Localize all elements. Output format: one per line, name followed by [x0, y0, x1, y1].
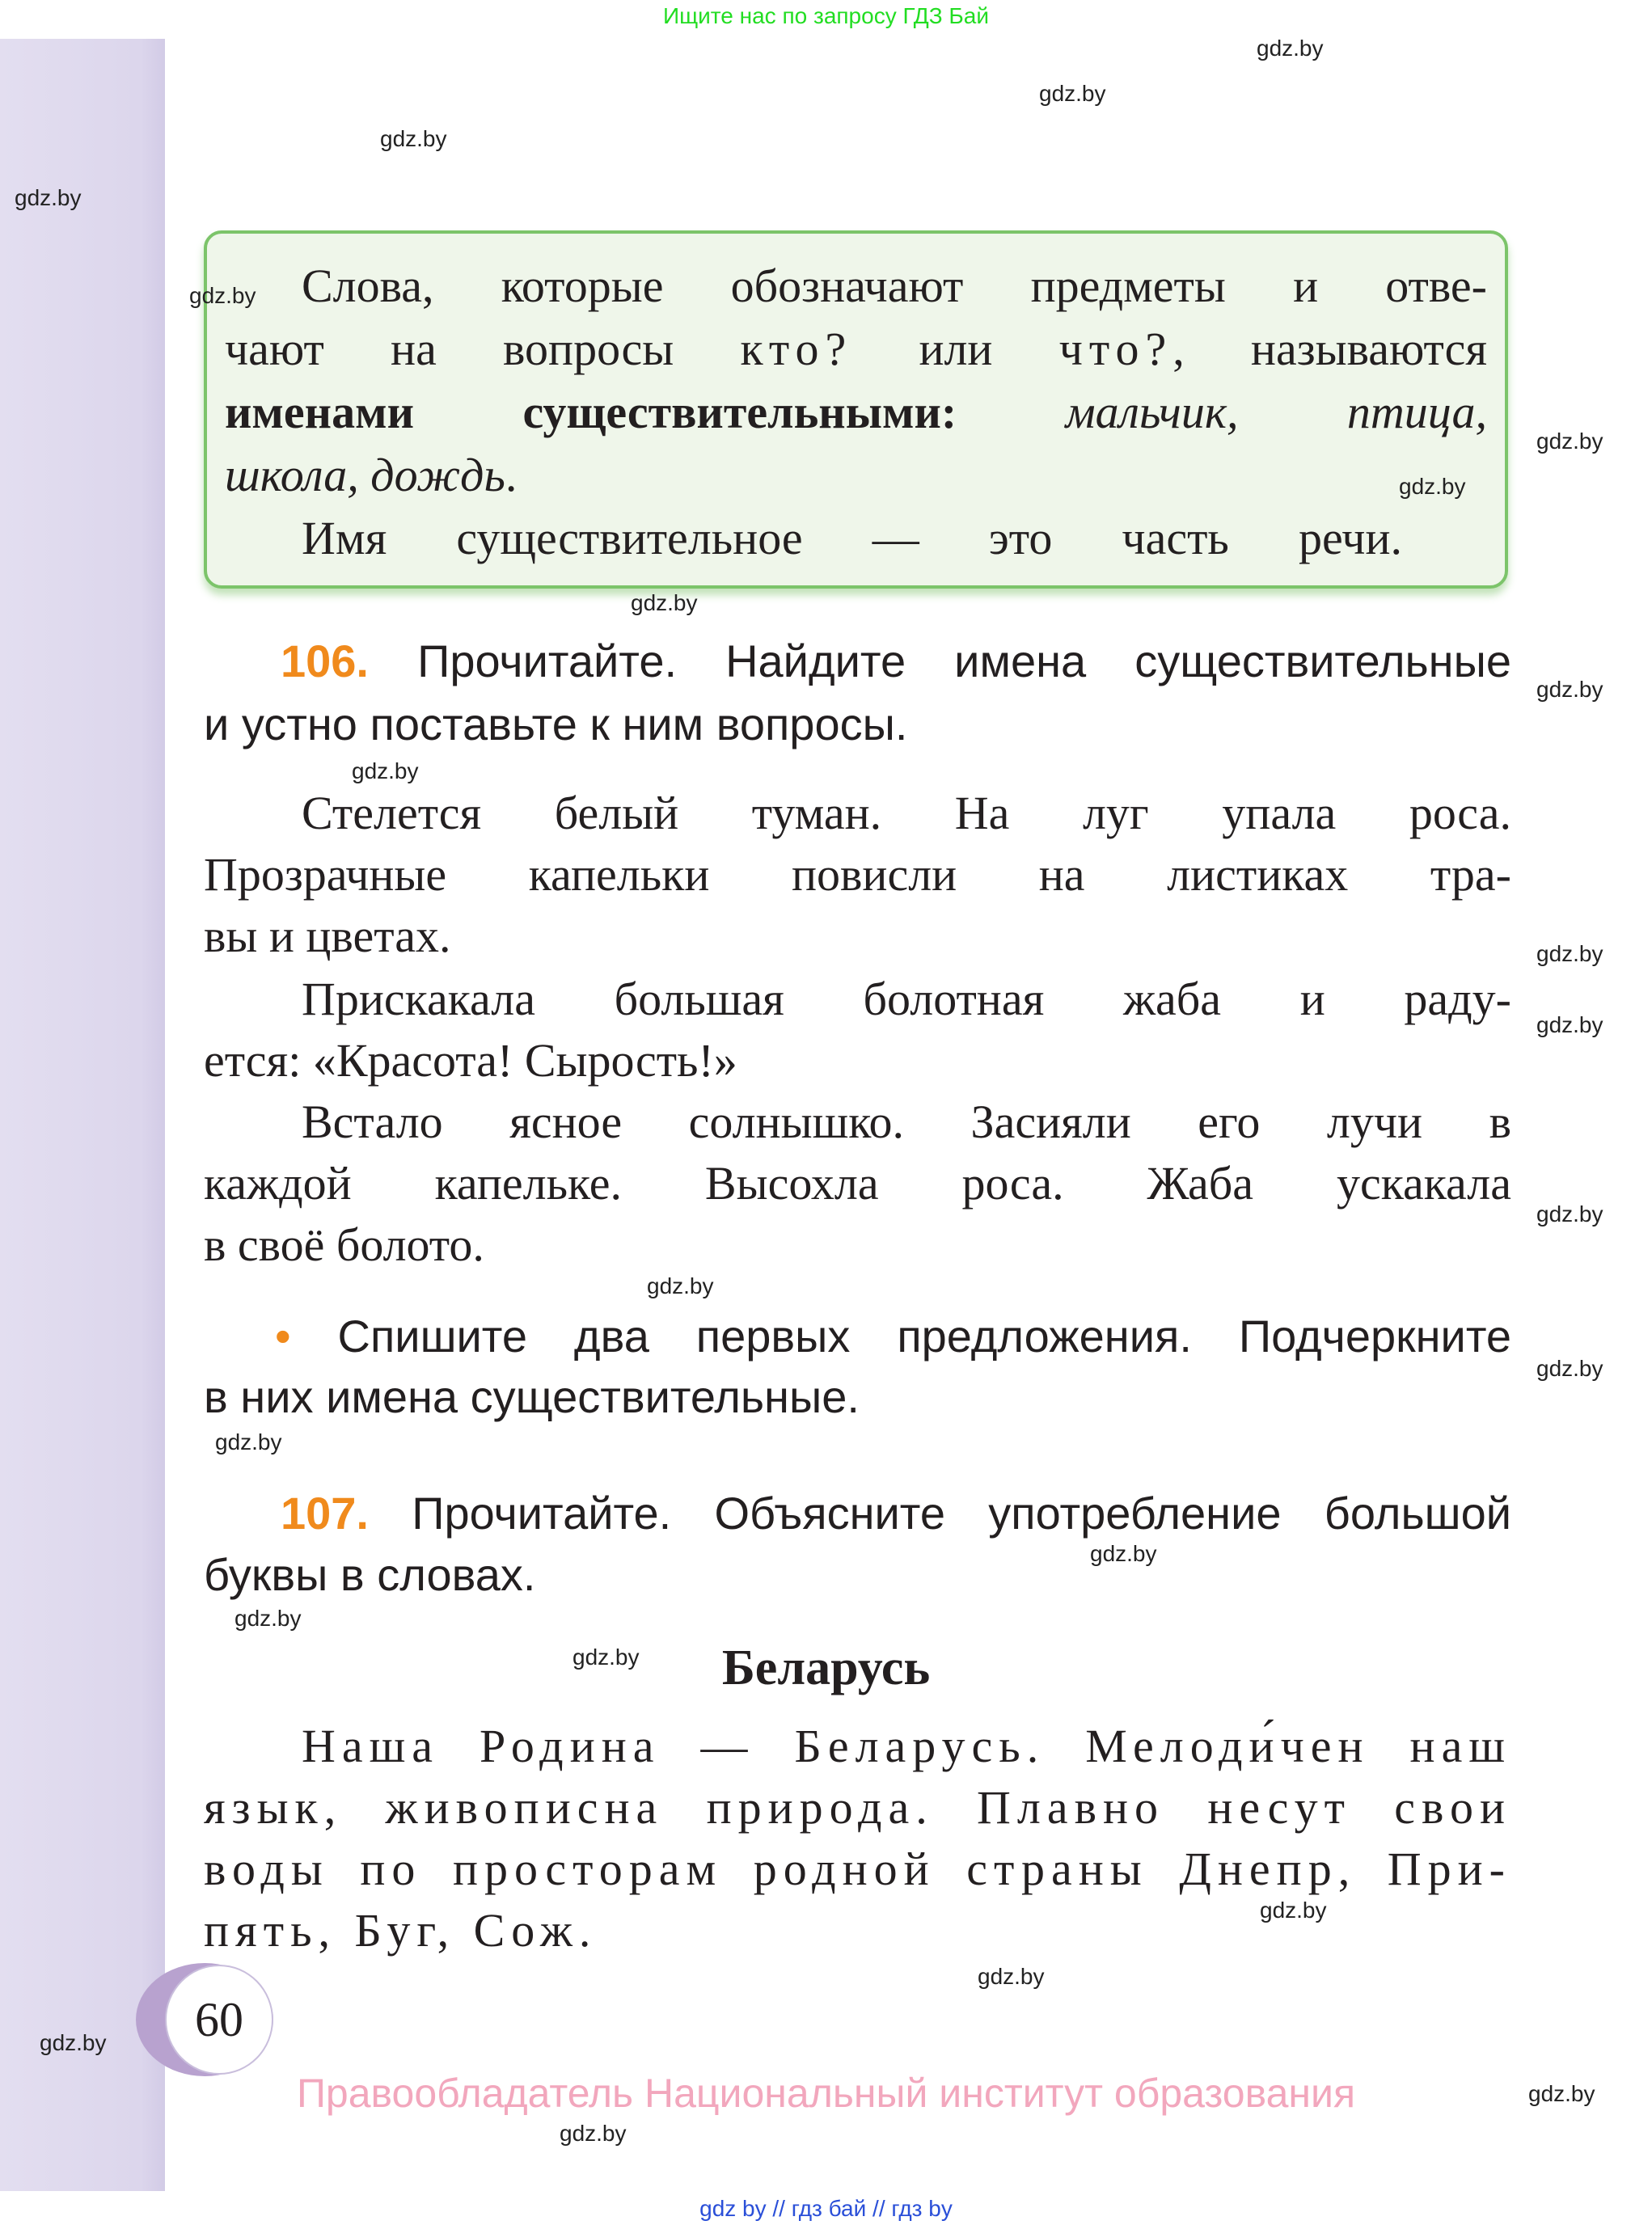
watermark: gdz.by	[15, 185, 82, 210]
text-line: в своё болото.	[204, 1218, 484, 1271]
watermark: gdz.by	[380, 126, 447, 151]
copyright-notice: Правообладатель Национальный институт образования	[296, 2071, 1356, 2116]
exercise-106-task	[281, 636, 1511, 686]
text-line: Прискакала большая болотная жаба и раду-	[302, 973, 1511, 1025]
watermark: gdz.by	[1257, 36, 1324, 61]
bullet-icon: •	[275, 1311, 291, 1362]
watermark: gdz.by	[1090, 1541, 1157, 1566]
text-line: пять, Буг, Сож.	[204, 1904, 598, 1957]
rule-term: именами существительными:	[225, 386, 957, 438]
watermark: gdz.by	[1039, 81, 1106, 106]
text-line: ется: «Красота! Сырость!»	[204, 1034, 737, 1087]
text-line: Прозрачные капельки повисли на листиках тра-	[204, 848, 1511, 901]
text-line: каждой капельке. Высохла роса. Жаба ускакала	[204, 1157, 1511, 1210]
text-line: язык, живописна природа. Плавно несут свои	[204, 1781, 1511, 1834]
rule-text: .	[505, 449, 518, 501]
watermark: gdz.by	[560, 2121, 627, 2146]
watermark: gdz.by	[352, 758, 419, 783]
text-title: Беларусь	[721, 1640, 931, 1695]
exercise-number: 107.	[281, 1488, 369, 1539]
exercise-107-task	[281, 1488, 1511, 1539]
watermark: gdz.by	[1536, 429, 1603, 454]
rule-line: Имя существительное — это часть речи.	[302, 512, 1402, 564]
watermark: gdz.by	[1536, 1356, 1603, 1381]
task-text: Прочитайте. Найдите имена существительные	[369, 635, 1511, 686]
watermark: gdz.by	[647, 1273, 714, 1298]
question-who: кто?	[740, 323, 853, 375]
exercise-106-subtask	[275, 1311, 1511, 1362]
rule-text: чают на вопросы	[225, 323, 741, 375]
watermark: gdz.by	[40, 2030, 107, 2055]
decorative-sidebar	[0, 39, 165, 2191]
rule-line	[225, 450, 517, 500]
watermark: gdz.by	[978, 1964, 1045, 1989]
watermark: gdz.by	[1536, 1201, 1603, 1226]
watermark: gdz.by	[1399, 474, 1466, 499]
rule-line: Слова, которые обозначают предметы и отве-	[302, 260, 1487, 312]
watermark: gdz.by	[1536, 1012, 1603, 1037]
text-line: Наша Родина — Беларусь. Мелоди́чен наш	[302, 1720, 1511, 1772]
watermark: gdz.by	[1536, 941, 1603, 966]
text-line: воды по просторам родной страны Днепр, При-	[204, 1843, 1511, 1895]
text-line: вы и цветах.	[204, 910, 451, 962]
text-line: Стелется белый туман. На луг упала роса.	[302, 787, 1511, 839]
task-text: буквы в словах.	[204, 1549, 536, 1600]
watermark: gdz.by	[1260, 1898, 1327, 1923]
exercise-number: 106.	[281, 635, 369, 686]
rule-examples: школа, дождь	[225, 449, 505, 501]
watermark: gdz.by	[631, 590, 698, 615]
rule-line	[225, 324, 1487, 374]
rule-text: , называются	[1172, 323, 1487, 375]
page-number-badge	[136, 1963, 302, 2076]
task-text: в них имена существительные.	[204, 1371, 860, 1422]
question-what: что?	[1058, 323, 1173, 375]
watermark: gdz.by	[1536, 677, 1603, 702]
watermark: gdz.by	[572, 1644, 640, 1670]
rule-examples: мальчик, птица,	[957, 386, 1487, 438]
rule-line	[225, 387, 1487, 437]
task-text: и устно поставьте к ним вопросы.	[204, 699, 908, 749]
bottom-links[interactable]: gdz by // гдз бай // гдз by	[699, 2196, 953, 2221]
watermark: gdz.by	[1528, 2081, 1595, 2106]
watermark: gdz.by	[215, 1429, 282, 1454]
text-line: Встало ясное солнышко. Засияли его лучи в	[302, 1096, 1511, 1148]
top-banner[interactable]: Ищите нас по запросу ГДЗ Бай	[662, 3, 990, 28]
watermark: gdz.by	[189, 283, 256, 308]
task-text: Спишите два первых предложения. Подчеркните	[290, 1311, 1511, 1362]
watermark: gdz.by	[234, 1606, 302, 1631]
rule-text: или	[852, 323, 1059, 375]
task-text: Прочитайте. Объясните употребление большой	[369, 1488, 1511, 1539]
page-number: 60	[165, 1965, 273, 2075]
